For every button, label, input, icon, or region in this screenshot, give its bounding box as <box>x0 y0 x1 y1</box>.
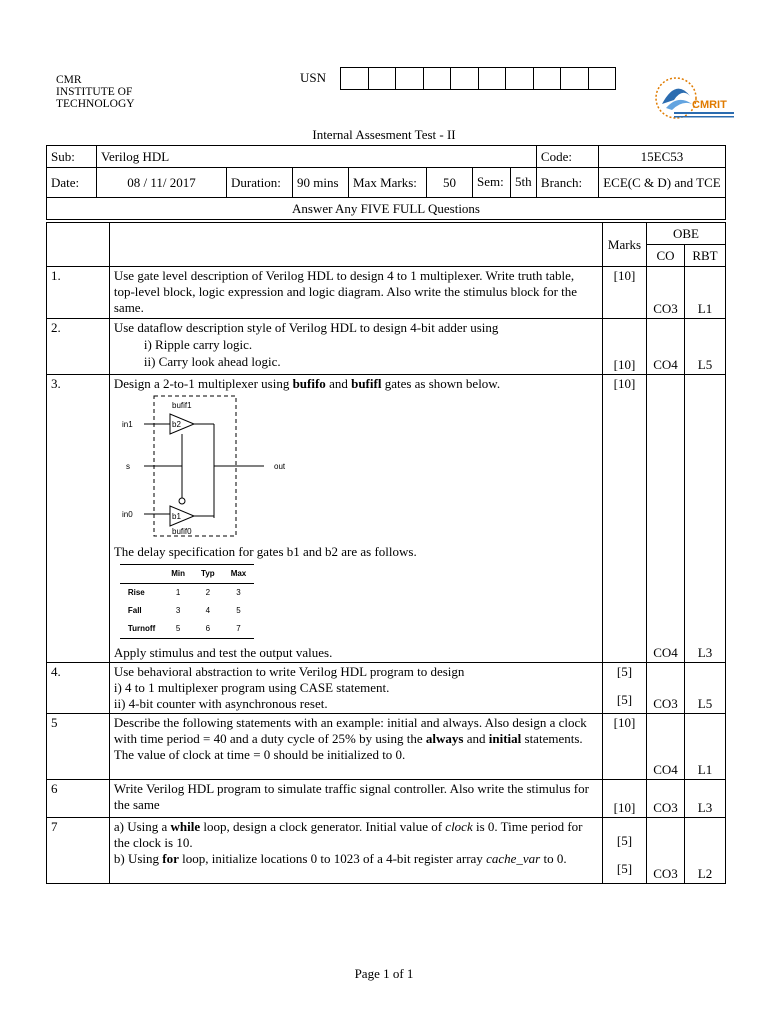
sub-question: i) Ripple carry logic. <box>143 337 253 352</box>
question-text: Describe the following statements with an example: initial and always. Also design a clock with time period = 40 and a duty cycle of 25% by using the always and initial statements. The value of clock at time = 0 should be initialized to 0. <box>109 714 602 780</box>
question-number: 6 <box>47 780 110 818</box>
question-row <box>47 818 726 884</box>
question-number: 1. <box>47 267 110 319</box>
page-footer: Page 1 of 1 <box>354 966 414 981</box>
code-label: Code: <box>536 146 598 168</box>
instruction: Answer Any FIVE FULL Questions <box>47 198 726 220</box>
question-marks: [10] <box>603 714 647 780</box>
question-co: CO3 <box>647 818 685 884</box>
subject-value: Verilog HDL <box>97 146 537 168</box>
svg-text:CMRIT: CMRIT <box>692 99 727 111</box>
co-header: CO <box>647 245 685 267</box>
usn-label: USN <box>300 70 327 85</box>
usn-box <box>396 67 424 90</box>
question-co: CO3 <box>647 663 685 714</box>
question-co: CO4 <box>647 319 685 375</box>
cmrit-logo <box>652 74 736 128</box>
delay-table: Min Typ Max Rise 1 2 3 Fall 3 4 5 Turnoff 5 6 7 <box>120 564 254 639</box>
question-marks: [10] <box>603 780 647 818</box>
usn-box <box>589 67 617 90</box>
question-row <box>47 714 726 780</box>
duration-value: 90 mins <box>293 168 349 198</box>
question-text: Use gate level description of Verilog HDL to design 4 to 1 multiplexer. Write truth table, top-level block, logic expression and logic diagram. Also write the stimulus block for the same. <box>109 267 602 319</box>
question-row <box>47 663 726 714</box>
svg-text:in1: in1 <box>121 420 133 429</box>
question-marks: [5] [5] <box>603 818 647 884</box>
usn-box <box>506 67 534 90</box>
sub-question: ii) 4-bit counter with asynchronous reset. <box>113 696 328 711</box>
question-co: CO3 <box>647 780 685 818</box>
question-co: CO4 <box>647 714 685 780</box>
maxmarks-value: 50 <box>427 168 473 198</box>
usn-box <box>451 67 479 90</box>
exam-info-table <box>46 145 726 220</box>
question-row <box>47 375 726 663</box>
usn-box <box>424 67 452 90</box>
question-tail: Apply stimulus and test the output values. <box>113 645 333 660</box>
question-number: 7 <box>47 818 110 884</box>
usn-box <box>534 67 562 90</box>
question-marks: [10] <box>603 375 647 663</box>
svg-text:in0: in0 <box>121 510 133 519</box>
sub-question: i) 4 to 1 multiplexer program using CASE statement. <box>113 680 390 695</box>
question-text: a) Using a while loop, design a clock generator. Initial value of clock is 0. Time period for the clock is 10. b) Using for loop, initialize locations 0 to 1023 of a 4-bit register array cache_var to 0. <box>109 818 602 884</box>
svg-text:s: s <box>125 462 130 471</box>
question-number: 3. <box>47 375 110 663</box>
maxmarks-label: Max Marks: <box>349 168 427 198</box>
branch-value: ECE(C & D) and TCE <box>598 168 725 198</box>
svg-text:bufif0: bufif0 <box>171 527 192 536</box>
code-value: 15EC53 <box>598 146 725 168</box>
institute-name: CMR INSTITUTE OF TECHNOLOGY <box>56 74 135 110</box>
question-row <box>47 267 726 319</box>
delay-description: The delay specification for gates b1 and b2 are as follows. <box>113 544 417 559</box>
duration-label: Duration: <box>227 168 293 198</box>
question-rbt: L1 <box>684 267 725 319</box>
question-rbt: L5 <box>684 319 725 375</box>
sem-label: Sem: <box>473 168 511 197</box>
test-title: Internal Assesment Test - II <box>312 127 456 142</box>
question-number: 2. <box>47 319 110 375</box>
question-rbt: L2 <box>684 818 725 884</box>
question-rbt: L1 <box>684 714 725 780</box>
questions-table <box>46 222 726 884</box>
question-text: Use dataflow description style of Verilog HDL to design 4-bit adder using i) Ripple carry logic. ii) Carry look ahead logic. <box>109 319 602 375</box>
svg-text:out: out <box>273 462 285 471</box>
question-co: CO4 <box>647 375 685 663</box>
question-text: Use behavioral abstraction to write Verilog HDL program to design i) 4 to 1 multiplexer program using CASE statement. ii) 4-bit counter with asynchronous reset. <box>109 663 602 714</box>
marks-header: Marks <box>603 223 647 267</box>
question-row <box>47 780 726 818</box>
question-marks: [10] <box>603 267 647 319</box>
rbt-header: RBT <box>684 245 725 267</box>
usn-box <box>341 67 369 90</box>
question-text: Design a 2-to-1 multiplexer using bufifo and bufifl gates as shown below. bufif1 b2 in1 out s b1 in0 bufif0 The delay specification for gates b1 and b2 are as follows. Min Typ Max Rise 1 2 3 Fall 3 4 5 Turnoff 5 6 7 Apply stimulus and test the output values. <box>109 375 602 663</box>
question-co: CO3 <box>647 267 685 319</box>
usn-box <box>369 67 397 90</box>
usn-box <box>479 67 507 90</box>
svg-text:b1: b1 <box>171 512 181 521</box>
question-number: 5 <box>47 714 110 780</box>
date-value: 08 / 11/ 2017 <box>97 168 227 198</box>
question-rbt: L3 <box>684 375 725 663</box>
question-rbt: L5 <box>684 663 725 714</box>
sub-label: Sub: <box>47 146 97 168</box>
question-rbt: L3 <box>684 780 725 818</box>
date-label: Date: <box>47 168 97 198</box>
mux-circuit-diagram <box>114 394 314 542</box>
question-marks: [10] <box>603 319 647 375</box>
question-text: Write Verilog HDL program to simulate traffic signal controller. Also write the stimulus for the same <box>109 780 602 818</box>
usn-box <box>561 67 589 90</box>
question-row <box>47 319 726 375</box>
sub-question: ii) Carry look ahead logic. <box>143 354 281 369</box>
usn-boxes <box>340 67 616 90</box>
svg-text:bufif1: bufif1 <box>171 401 192 410</box>
question-number: 4. <box>47 663 110 714</box>
question-marks: [5] [5] <box>603 663 647 714</box>
sem-value: 5th <box>515 174 532 189</box>
obe-header: OBE <box>647 223 726 245</box>
svg-text:b2: b2 <box>171 420 181 429</box>
branch-label: Branch: <box>536 168 598 198</box>
